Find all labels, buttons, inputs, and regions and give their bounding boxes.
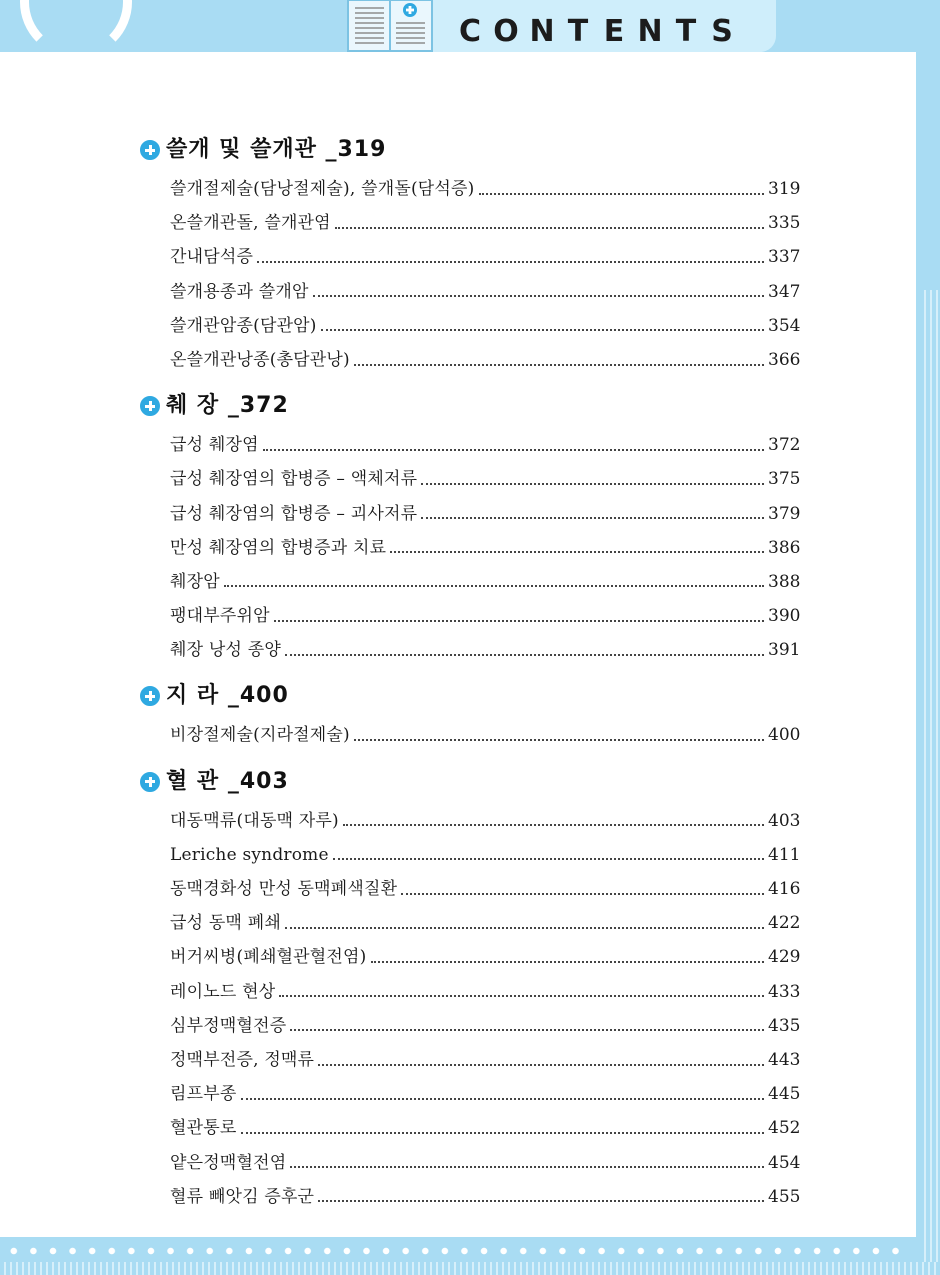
toc-entry[interactable] [170,206,800,240]
entry-page: 454 [768,1152,801,1173]
entry-page: 422 [768,913,801,934]
entry-page: 372 [768,435,801,456]
entry-page: 455 [768,1186,801,1207]
dot-leader [241,1097,765,1100]
contents-letter: E [603,14,625,49]
entry-label: 버거씨병(폐쇄혈관혈전염) [170,947,367,968]
toc-entry[interactable] [170,565,800,599]
footer-dot-row [4,1246,904,1256]
dot-leader [479,192,765,195]
table-of-contents [140,130,800,1214]
dot-leader [354,363,764,366]
entry-label: 심부정맥혈전증 [170,1015,287,1036]
entry-label: 림프부종 [170,1084,237,1105]
toc-entry[interactable] [170,462,800,496]
toc-entry[interactable] [170,1146,800,1180]
entry-page: 319 [768,179,801,199]
contents-letter: S [711,14,733,49]
contents-letter: T [567,14,589,49]
dot-leader [279,994,764,997]
toc-entry[interactable] [170,531,800,565]
entry-label: 대동맥류(대동맥 자루) [170,810,339,831]
toc-entry[interactable] [170,428,800,462]
entry-label: 얕은정맥혈전염 [170,1152,287,1173]
entry-page: 433 [768,981,801,1002]
dot-leader [285,653,764,656]
dot-leader [390,550,764,553]
toc-section [140,676,800,761]
entry-label: 온쓸개관돌, 쓸개관염 [170,213,331,234]
entry-page: 366 [768,349,801,370]
entry-label: Leriche syndrome [170,844,329,865]
toc-entry[interactable] [170,1009,800,1043]
entry-page: 379 [768,503,801,524]
toc-entry[interactable] [170,940,800,974]
contents-letter: N [529,14,555,49]
entry-page: 347 [768,281,801,302]
entry-page: 375 [768,469,801,490]
entry-label: 급성 췌장염 [170,435,259,456]
toc-entry[interactable] [170,1180,800,1214]
section-heading [140,130,800,170]
plus-circle-icon [140,772,160,792]
entry-page: 411 [768,844,801,865]
dot-leader [257,260,764,263]
dot-leader [335,226,764,229]
toc-entry[interactable] [170,240,800,274]
toc-entry[interactable] [170,718,800,752]
plus-circle-icon [140,396,160,416]
dot-leader [401,892,764,895]
entry-label: 동맥경화성 만성 동맥폐색질환 [170,879,398,899]
dot-leader [421,516,764,519]
toc-entry[interactable] [170,1111,800,1145]
dot-leader [333,857,764,860]
entry-label: 팽대부주위암 [170,606,270,627]
toc-entry[interactable] [170,599,800,633]
dot-leader [290,1165,764,1168]
entry-label: 급성 췌장염의 합병증 – 액체저류 [170,469,418,490]
entry-page: 354 [768,315,801,336]
entry-page: 386 [768,537,801,558]
dot-leader [318,1063,764,1066]
toc-section [140,130,800,386]
toc-entry[interactable] [170,309,800,343]
dot-leader [313,294,764,297]
toc-entry[interactable] [170,975,800,1009]
toc-entry[interactable] [170,838,800,872]
right-margin-stripes [920,290,940,1275]
toc-section [140,386,800,676]
dot-leader [224,584,764,587]
entry-label: 췌장암 [170,571,220,592]
entry-page: 400 [768,725,801,746]
toc-entry[interactable] [170,906,800,940]
toc-entry[interactable] [170,633,800,667]
contents-letter: T [675,14,697,49]
section-heading [140,386,800,426]
entry-label: 온쓸개관낭종(총담관낭) [170,349,350,370]
entry-page: 452 [768,1118,801,1139]
toc-entry[interactable] [170,343,800,377]
toc-entry[interactable] [170,172,800,206]
toc-section [140,762,800,1214]
entry-label: 쓸개절제술(담낭절제술), 쓸개돌(담석증) [170,179,475,199]
entry-label: 급성 췌장염의 합병증 – 괴사저류 [170,503,418,524]
toc-entry[interactable] [170,804,800,838]
dot-leader [318,1199,764,1202]
dot-leader [290,1028,764,1031]
entry-page: 435 [768,1015,801,1036]
toc-entry[interactable] [170,872,800,906]
dot-leader [343,823,764,826]
contents-title [452,12,740,52]
entry-label: 췌장 낭성 종양 [170,640,281,661]
entry-label: 레이노드 현상 [170,981,276,1002]
dot-leader [241,1131,765,1134]
entry-label: 만성 췌장염의 합병증과 치료 [170,537,387,558]
entry-page: 416 [768,879,801,899]
dot-leader [354,738,764,741]
section-title: 혈 관 _403 [166,768,289,794]
entry-label: 급성 동맥 폐쇄 [170,913,281,934]
plus-circle-icon [140,686,160,706]
toc-entry[interactable] [170,1043,800,1077]
dot-leader [371,960,764,963]
entry-label: 비장절제술(지라절제술) [170,725,350,746]
section-heading [140,676,800,716]
toc-entry[interactable] [170,497,800,531]
toc-entry[interactable] [170,275,800,309]
entry-page: 337 [768,247,801,268]
dot-leader [421,482,764,485]
entry-label: 간내담석증 [170,247,254,268]
entry-page: 391 [768,640,801,661]
entry-label: 혈관통로 [170,1118,237,1139]
entry-page: 390 [768,606,801,627]
entry-page: 388 [768,571,801,592]
dot-leader [321,328,764,331]
toc-entry[interactable] [170,1077,800,1111]
section-title: 지 라 _400 [166,683,289,709]
contents-letter: O [493,14,519,49]
contents-letter: N [637,14,663,49]
entry-label: 쓸개관암종(담관암) [170,315,317,336]
entry-page: 429 [768,947,801,968]
section-title: 쓸개 및 쓸개관 _319 [166,137,387,162]
entry-page: 335 [768,213,801,234]
section-title: 췌 장 _372 [166,393,289,419]
entry-label: 혈류 빼앗김 증후군 [170,1186,315,1207]
entry-label: 쓸개용종과 쓸개암 [170,281,309,302]
open-book-icon [347,0,433,52]
footer-stripes [0,1262,940,1275]
entry-page: 443 [768,1049,801,1070]
dot-leader [263,448,764,451]
section-heading [140,762,800,802]
dot-leader [274,619,764,622]
contents-letter: C [458,14,482,49]
entry-page: 445 [768,1084,801,1105]
entry-label: 정맥부전증, 정맥류 [170,1049,315,1070]
entry-page: 403 [768,810,801,831]
dot-leader [285,926,764,929]
plus-circle-icon [140,140,160,160]
